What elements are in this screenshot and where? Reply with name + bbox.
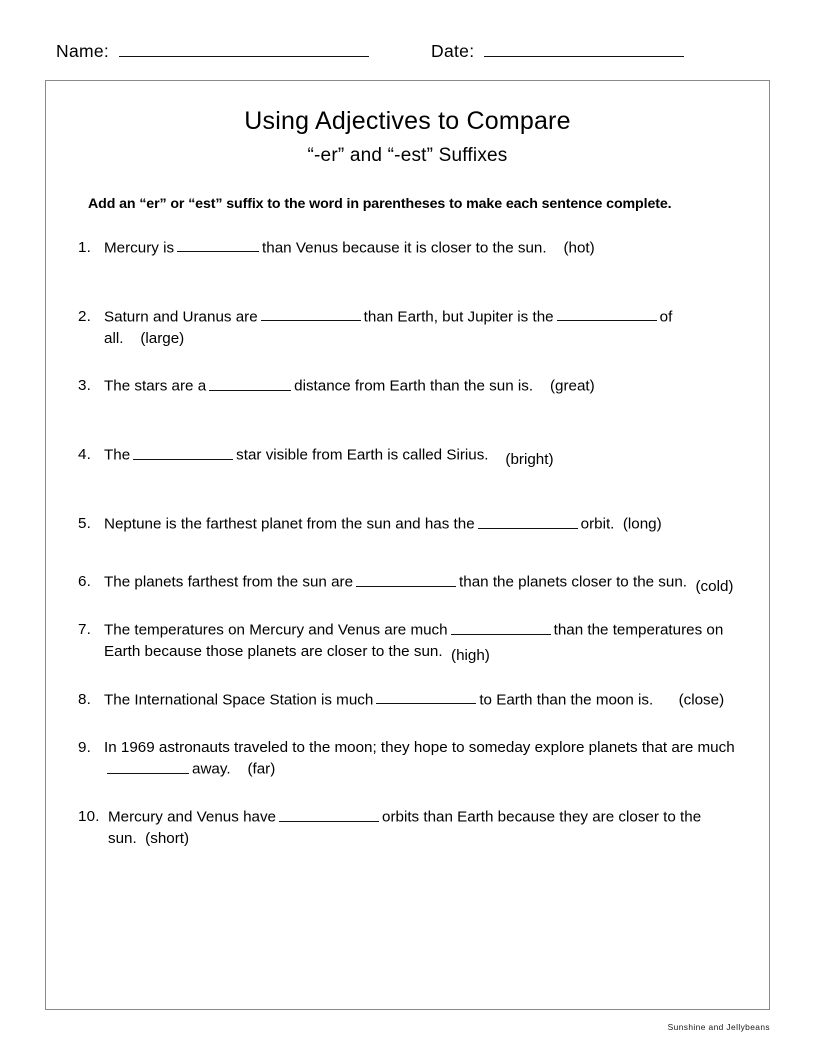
question-text-mid: away. xyxy=(192,760,231,778)
question-list xyxy=(78,237,739,850)
question-text-mid: star visible from Earth is called Sirius. xyxy=(236,446,489,464)
row-spacer xyxy=(78,780,739,806)
student-info-header xyxy=(56,40,768,70)
credit-footer: Sunshine and Jellybeans xyxy=(667,1022,770,1032)
answer-blank[interactable] xyxy=(478,513,578,528)
word-hint: (close) xyxy=(678,691,725,709)
question-text-pre: Saturn and Uranus are xyxy=(104,308,258,326)
instructions-text: Add an “er” or “est” suffix to the word in parentheses to make each sentence complete. xyxy=(88,196,672,212)
question-body xyxy=(104,444,739,466)
question-text-post: of all. xyxy=(104,308,673,347)
question-number: 5. xyxy=(78,515,92,533)
row-spacer xyxy=(78,397,739,444)
word-hint: (high) xyxy=(451,647,490,665)
question-item xyxy=(78,737,739,781)
worksheet-body xyxy=(45,80,770,1010)
question-item xyxy=(78,806,739,850)
question-text-pre: In 1969 astronauts traveled to the moon; they hope to someday explore planets that are much xyxy=(104,738,735,756)
question-text-pre: The xyxy=(104,446,131,464)
question-text-mid: to Earth than the moon is. xyxy=(479,691,654,709)
question-body xyxy=(104,513,739,535)
question-item xyxy=(78,619,739,663)
question-body xyxy=(108,806,739,850)
question-text-pre: The International Space Station is much xyxy=(104,691,374,709)
answer-blank[interactable] xyxy=(356,571,456,586)
question-body xyxy=(104,619,739,663)
question-item xyxy=(78,689,739,711)
question-number: 9. xyxy=(78,738,92,756)
word-hint: (long) xyxy=(622,515,662,533)
question-item xyxy=(78,237,739,259)
question-item xyxy=(78,306,739,350)
question-item xyxy=(78,444,739,466)
answer-blank[interactable] xyxy=(451,619,551,634)
question-body xyxy=(104,306,739,350)
word-hint: (far) xyxy=(247,760,276,778)
question-number: 3. xyxy=(78,377,92,395)
question-number: 2. xyxy=(78,307,92,325)
question-text-mid: distance from Earth than the sun is. xyxy=(294,377,534,395)
question-body xyxy=(104,375,739,397)
question-number: 7. xyxy=(78,621,92,639)
date-write-in-line[interactable] xyxy=(484,40,684,57)
answer-blank[interactable] xyxy=(376,689,476,704)
row-spacer xyxy=(78,535,739,571)
name-write-in-line[interactable] xyxy=(119,40,369,57)
question-number: 4. xyxy=(78,446,92,464)
question-number: 10. xyxy=(78,808,100,826)
word-hint: (short) xyxy=(145,830,190,848)
answer-blank[interactable] xyxy=(279,806,379,821)
question-body xyxy=(104,689,739,711)
row-spacer xyxy=(78,711,739,737)
date-label: Date: xyxy=(431,41,475,61)
question-body xyxy=(104,737,739,781)
question-body xyxy=(104,571,739,593)
question-item xyxy=(78,571,739,593)
word-hint: (bright) xyxy=(505,450,554,468)
word-hint: (hot) xyxy=(563,239,595,257)
row-spacer xyxy=(78,259,739,306)
name-label: Name: xyxy=(56,41,110,61)
answer-blank[interactable] xyxy=(133,444,233,459)
question-text-mid: than Venus because it is closer to the sun. xyxy=(262,239,547,257)
question-body xyxy=(104,237,739,259)
question-text-mid: orbit. xyxy=(580,515,615,533)
word-hint: (great) xyxy=(549,377,595,395)
question-text-pre: The stars are a xyxy=(104,377,207,395)
answer-blank[interactable] xyxy=(209,375,291,390)
question-text-pre: The planets farthest from the sun are xyxy=(104,573,354,591)
question-number: 8. xyxy=(78,690,92,708)
row-spacer xyxy=(78,593,739,619)
question-text-mid: orbits than Earth because they are closer to the sun. xyxy=(108,808,702,848)
row-spacer xyxy=(78,349,739,375)
question-item xyxy=(78,513,739,535)
question-item xyxy=(78,375,739,397)
question-text-mid: than the temperatures on Earth because those planets are closer to the sun. xyxy=(104,621,724,661)
row-spacer xyxy=(78,663,739,689)
answer-blank[interactable] xyxy=(177,237,259,252)
question-number: 1. xyxy=(78,238,92,256)
question-number: 6. xyxy=(78,573,92,591)
page-title: Using Adjectives to Compare xyxy=(244,107,571,135)
question-text-pre: Mercury is xyxy=(104,239,175,257)
question-text-pre: Neptune is the farthest planet from the sun and has the xyxy=(104,515,475,533)
answer-blank[interactable] xyxy=(261,306,361,321)
word-hint: (large) xyxy=(140,329,185,347)
row-spacer xyxy=(78,466,739,513)
word-hint: (cold) xyxy=(695,577,734,595)
answer-blank[interactable] xyxy=(557,306,657,321)
page-subtitle: “-er” and “-est” Suffixes xyxy=(307,145,508,166)
question-text-mid: than the planets closer to the sun. xyxy=(459,573,688,591)
question-text-pre: The temperatures on Mercury and Venus are much xyxy=(104,621,448,639)
question-text-pre: Mercury and Venus have xyxy=(108,808,277,826)
answer-blank[interactable] xyxy=(107,758,189,773)
question-text-mid: than Earth, but Jupiter is the xyxy=(363,308,554,326)
